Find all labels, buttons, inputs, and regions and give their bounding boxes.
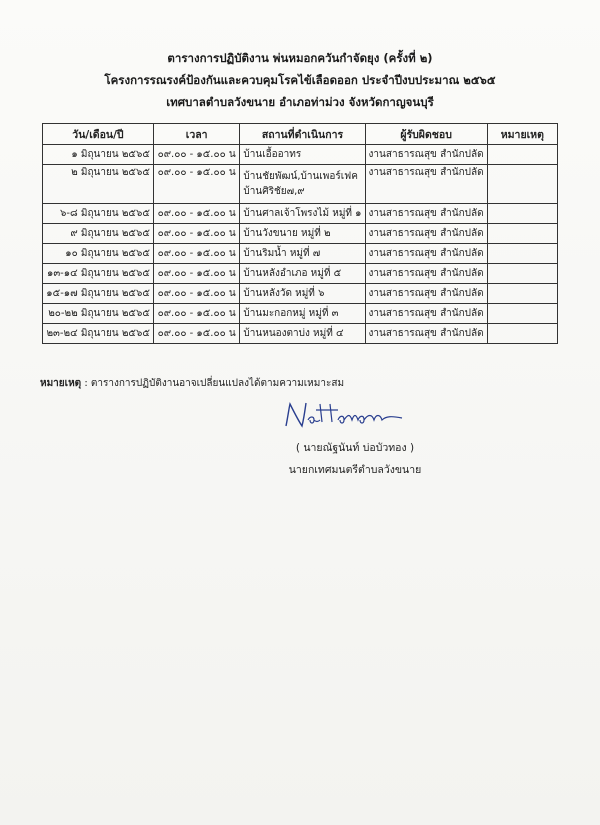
cell-responsible: งานสาธารณสุข สำนักปลัด <box>365 284 487 304</box>
table-row <box>43 204 558 224</box>
header-note: หมายเหตุ <box>487 124 557 145</box>
table-row <box>43 264 558 284</box>
cell-note <box>487 145 557 165</box>
cell-place: บ้านศาลเจ้าโพรงไม้ หมู่ที่ ๑ <box>240 204 365 224</box>
cell-date: ๑ มิถุนายน ๒๕๖๕ <box>43 145 154 165</box>
cell-time: ๐๙.๐๐ - ๑๕.๐๐ น <box>153 264 240 284</box>
cell-responsible: งานสาธารณสุข สำนักปลัด <box>365 264 487 284</box>
cell-responsible: งานสาธารณสุข สำนักปลัด <box>365 244 487 264</box>
cell-date: ๒ มิถุนายน ๒๕๖๕ <box>43 165 154 204</box>
organization-title: เทศบาลตำบลวังขนาย อำเภอท่าม่วง จังหวัดกาญจนบุรี <box>166 95 434 109</box>
project-title: โครงการรณรงค์ป้องกันและควบคุมโรคไข้เลือดออก ประจำปีงบประมาณ ๒๕๖๕ <box>104 73 496 87</box>
cell-responsible: งานสาธารณสุข สำนักปลัด <box>365 165 487 204</box>
table-row <box>43 224 558 244</box>
cell-time: ๐๙.๐๐ - ๑๕.๐๐ น <box>153 224 240 244</box>
cell-place: บ้านมะกอกหมู่ หมู่ที่ ๓ <box>240 304 365 324</box>
signatory-name: ( นายณัฐนันท์ บ่อบัวทอง ) <box>295 442 415 454</box>
cell-place: บ้านหลังอำเภอ หมู่ที่ ๕ <box>240 264 365 284</box>
cell-date: ๑๐ มิถุนายน ๒๕๖๕ <box>43 244 154 264</box>
footnote-label: หมายเหตุ <box>40 378 82 389</box>
cell-time: ๐๙.๐๐ - ๑๕.๐๐ น <box>153 244 240 264</box>
cell-place <box>240 165 365 204</box>
header-place: สถานที่ดำเนินการ <box>240 124 365 145</box>
handwritten-signature <box>280 398 410 432</box>
cell-date: ๒๓-๒๔ มิถุนายน ๒๕๖๕ <box>43 324 154 344</box>
header-responsible: ผู้รับผิดชอบ <box>365 124 487 145</box>
cell-responsible: งานสาธารณสุข สำนักปลัด <box>365 204 487 224</box>
header-date: วัน/เดือน/ปี <box>43 124 154 145</box>
table-row <box>43 165 558 204</box>
cell-place: บ้านเอื้ออาทร <box>240 145 365 165</box>
cell-date: ๑๓-๑๔ มิถุนายน ๒๕๖๕ <box>43 264 154 284</box>
cell-responsible: งานสาธารณสุข สำนักปลัด <box>365 324 487 344</box>
signatory-position: นายกเทศมนตรีตำบลวังขนาย <box>288 464 422 476</box>
cell-note <box>487 224 557 244</box>
cell-place: บ้านวังขนาย หมู่ที่ ๒ <box>240 224 365 244</box>
cell-date: ๖-๘ มิถุนายน ๒๕๖๕ <box>43 204 154 224</box>
cell-responsible: งานสาธารณสุข สำนักปลัด <box>365 224 487 244</box>
table-row <box>43 324 558 344</box>
place-line-1: บ้านชัยพัฒน์,บ้านเพอร์เฟค <box>243 171 358 182</box>
cell-note <box>487 244 557 264</box>
table-row <box>43 284 558 304</box>
header-time: เวลา <box>153 124 240 145</box>
cell-note <box>487 304 557 324</box>
cell-place: บ้านหลังวัด หมู่ที่ ๖ <box>240 284 365 304</box>
cell-responsible: งานสาธารณสุข สำนักปลัด <box>365 145 487 165</box>
cell-note <box>487 324 557 344</box>
cell-time: ๐๙.๐๐ - ๑๕.๐๐ น <box>153 284 240 304</box>
place-line-2: บ้านศิริชัย๗,๙ <box>243 186 305 197</box>
schedule-table <box>42 123 558 344</box>
cell-date: ๙ มิถุนายน ๒๕๖๕ <box>43 224 154 244</box>
cell-place: บ้านหนองตาบ่ง หมู่ที่ ๔ <box>240 324 365 344</box>
footnote-text: : ตารางการปฏิบัติงานอาจเปลี่ยนแปลงได้ตามความเหมาะสม <box>81 378 345 389</box>
table-row <box>43 304 558 324</box>
cell-note <box>487 204 557 224</box>
cell-date: ๒๐-๒๒ มิถุนายน ๒๕๖๕ <box>43 304 154 324</box>
cell-note <box>487 165 557 204</box>
cell-responsible: งานสาธารณสุข สำนักปลัด <box>365 304 487 324</box>
document-title: ตารางการปฏิบัติงาน พ่นหมอกควันกำจัดยุง (ครั้งที่ ๒) <box>167 51 433 65</box>
cell-time: ๐๙.๐๐ - ๑๕.๐๐ น <box>153 165 240 204</box>
cell-time: ๐๙.๐๐ - ๑๕.๐๐ น <box>153 145 240 165</box>
cell-time: ๐๙.๐๐ - ๑๕.๐๐ น <box>153 324 240 344</box>
footnote <box>40 376 344 391</box>
cell-place: บ้านริมน้ำ หมู่ที่ ๗ <box>240 244 365 264</box>
table-header-row <box>43 124 558 145</box>
table-row <box>43 244 558 264</box>
cell-note <box>487 284 557 304</box>
table-row <box>43 145 558 165</box>
cell-time: ๐๙.๐๐ - ๑๕.๐๐ น <box>153 204 240 224</box>
cell-date: ๑๕-๑๗ มิถุนายน ๒๕๖๕ <box>43 284 154 304</box>
cell-time: ๐๙.๐๐ - ๑๕.๐๐ น <box>153 304 240 324</box>
cell-note <box>487 264 557 284</box>
